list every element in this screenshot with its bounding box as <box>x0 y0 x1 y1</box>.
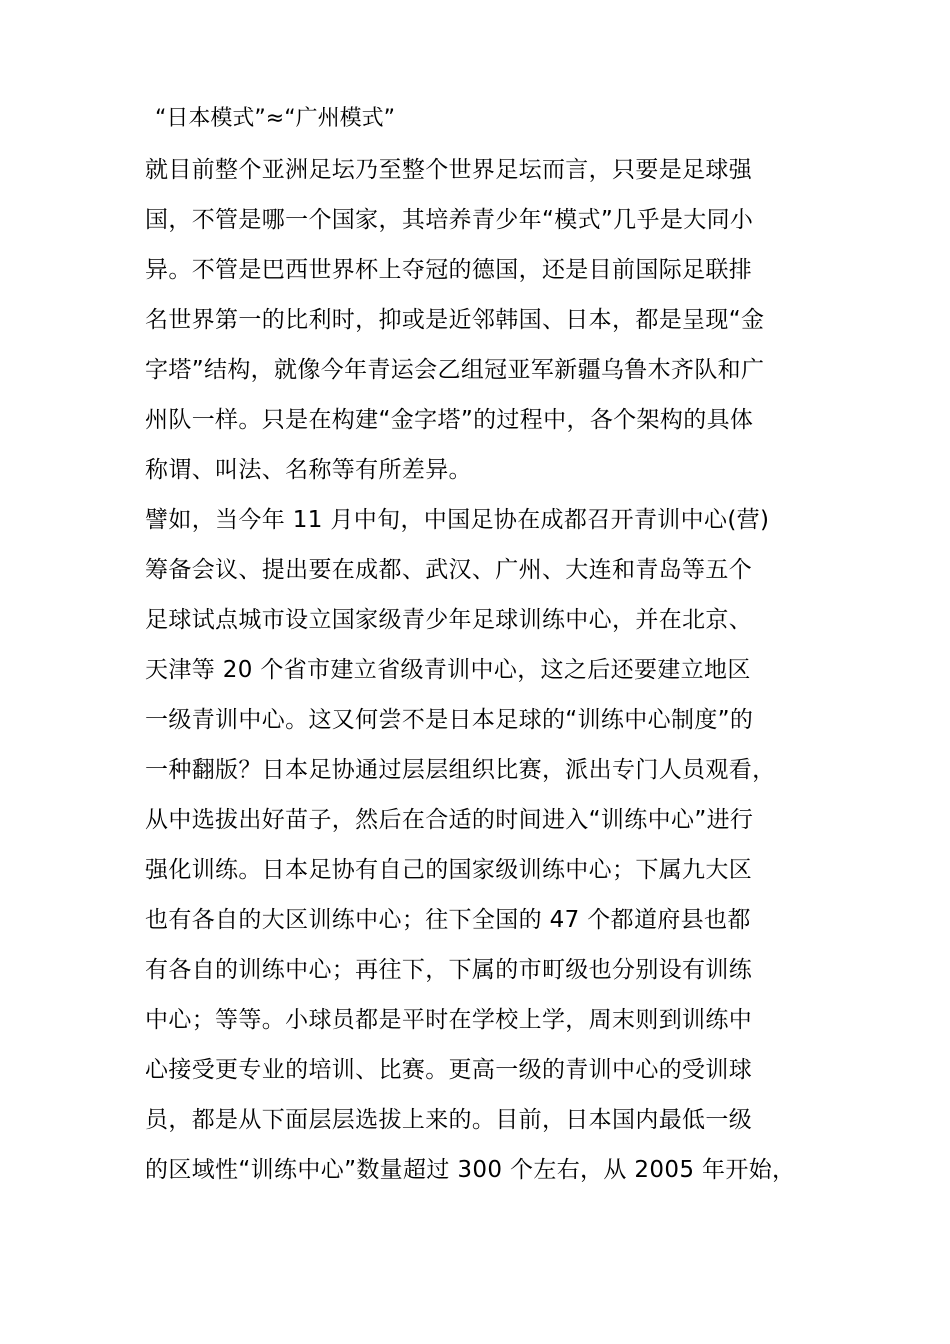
text-line: 天津等 20 个省市建立省级青训中心，这之后还要建立地区 <box>145 657 751 683</box>
text-line: 有各自的训练中心；再往下，下属的市町级也分别设有训练 <box>145 957 753 983</box>
document-title: “日本模式”≈“广州模式” <box>155 106 396 131</box>
text-line: 称谓、叫法、名称等有所差异。 <box>145 457 472 483</box>
text-line: 就目前整个亚洲足坛乃至整个世界足坛而言，只要是足球强 <box>145 157 753 183</box>
text-line: 中心；等等。小球员都是平时在学校上学，周末则到训练中 <box>145 1007 753 1033</box>
text-line: 也有各自的大区训练中心；往下全国的 47 个都道府县也都 <box>145 907 751 933</box>
text-line: 譬如，当今年 11 月中旬，中国足协在成都召开青训中心(营) <box>145 507 770 533</box>
text-line: 筹备会议、提出要在成都、武汉、广州、大连和青岛等五个 <box>145 557 753 583</box>
text-line: 心接受更专业的培训、比赛。更高一级的青训中心的受训球 <box>145 1057 753 1083</box>
text-line: 异。不管是巴西世界杯上夺冠的德国，还是目前国际足联排 <box>145 257 753 283</box>
text-line: 从中选拔出好苗子，然后在合适的时间进入“训练中心”进行 <box>145 807 754 833</box>
text-line: 一级青训中心。这又何尝不是日本足球的“训练中心制度”的 <box>145 707 754 733</box>
text-line: 强化训练。日本足协有自己的国家级训练中心；下属九大区 <box>145 857 753 883</box>
text-line: 名世界第一的比利时，抑或是近邻韩国、日本，都是呈现“金 <box>145 307 765 333</box>
text-line: 国，不管是哪一个国家，其培养青少年“模式”几乎是大同小 <box>145 207 754 233</box>
text-line: 足球试点城市设立国家级青少年足球训练中心，并在北京、 <box>145 607 753 633</box>
text-line: 的区域性“训练中心”数量超过 300 个左右，从 2005 年开始， <box>145 1157 796 1183</box>
text-line: 一种翻版？日本足协通过层层组织比赛，派出专门人员观看， <box>145 757 776 783</box>
text-line: 员，都是从下面层层选拔上来的。目前，日本国内最低一级 <box>145 1107 753 1133</box>
text-line: 字塔”结构，就像今年青运会乙组冠亚军新疆乌鲁木齐队和广 <box>145 357 765 383</box>
text-line: 州队一样。只是在构建“金字塔”的过程中，各个架构的具体 <box>145 407 754 433</box>
